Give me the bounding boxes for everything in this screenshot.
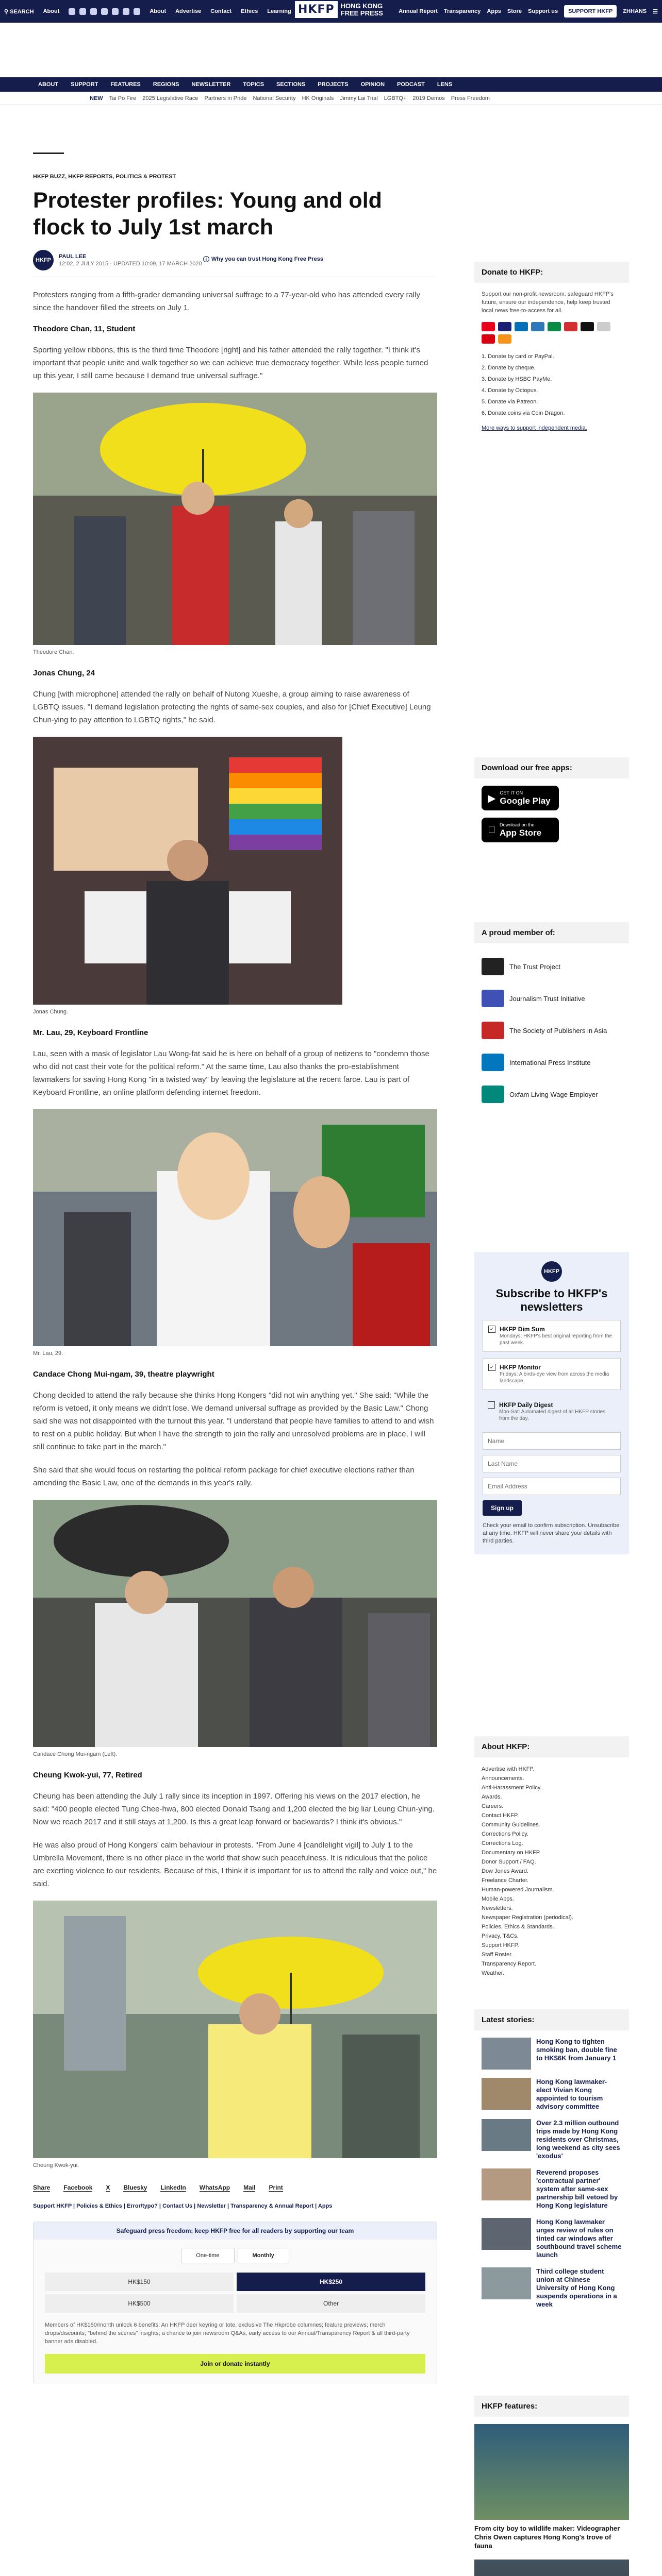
- name-field[interactable]: [483, 1432, 621, 1450]
- donate-option[interactable]: 2. Donate by cheque.: [482, 365, 536, 371]
- hkfp-logo: HKFP: [541, 1261, 562, 1282]
- section-heading: Candace Chong Mui-ngam, 39, theatre playwright: [33, 1370, 214, 1379]
- about-link[interactable]: Community Guidelines.: [482, 1822, 540, 1828]
- story-thumbnail: [482, 2119, 531, 2151]
- language-toggle[interactable]: ZHHANS: [623, 8, 647, 14]
- social-icons: [69, 8, 140, 15]
- nav-projects[interactable]: PROJECTS: [318, 81, 349, 88]
- app-store-button[interactable]: Download on the App Store: [482, 818, 559, 842]
- trending-link[interactable]: HK Originals: [302, 95, 334, 101]
- section-text: Chung [with microphone] attended the rally on behalf of Nutong Xueshe, a group aiming to raise awareness of LGBTQ issues. "I demand legislation protecting the rights of same-sex couples, and also for [Chief Executive] Leung Chun-ying to pay attention to LGBTQ rights," he said.: [33, 690, 431, 724]
- about-link[interactable]: Awards.: [482, 1794, 502, 1800]
- section-heading: Cheung Kwok-yui, 77, Retired: [33, 1771, 142, 1780]
- about-link[interactable]: Documentary on HKFP.: [482, 1850, 541, 1856]
- photo-illustration: [33, 737, 342, 1005]
- photo-caption: Theodore Chan.: [33, 649, 74, 655]
- about-link[interactable]: Donor Support / FAQ.: [482, 1859, 536, 1865]
- feature-thumbnail: [474, 2560, 629, 2576]
- jti-logo: [482, 990, 504, 1007]
- top-link-ethics[interactable]: Ethics: [241, 8, 258, 14]
- feature-story[interactable]: From city boy to wildlife maker: Videographer Chris Owen captures Hong Kong's trove of fauna: [474, 2424, 629, 2550]
- byline: [33, 250, 437, 270]
- paypal-icon: [515, 322, 528, 331]
- newsletter-option-digest[interactable]: HKFP Daily Digest Mon-Sat: Automated digest of all HKFP stories from the day.: [483, 1396, 621, 1427]
- about-link[interactable]: Freelance Charter.: [482, 1877, 529, 1884]
- new-label: NEW: [90, 95, 103, 101]
- share-label: Share: [33, 2184, 51, 2191]
- nav-opinion[interactable]: OPINION: [360, 81, 385, 88]
- story-thumbnail: [482, 2267, 531, 2299]
- about-link[interactable]: Privacy, T&Cs.: [482, 1933, 519, 1939]
- amount-option[interactable]: HK$500: [45, 2294, 234, 2313]
- story-thumbnail: [482, 2038, 531, 2070]
- nav-about[interactable]: ABOUT: [38, 81, 59, 88]
- trending-link[interactable]: Jimmy Lai Trial: [340, 95, 378, 101]
- donate-option[interactable]: 1. Donate by card or PayPal.: [482, 353, 554, 360]
- sopa-logo: [482, 1022, 504, 1039]
- sidebar-donate: [474, 262, 629, 438]
- youtube-icon[interactable]: [112, 8, 119, 15]
- top-link-contact[interactable]: Contact: [210, 8, 232, 14]
- logo-text: HONG KONG FREE PRESS: [340, 2, 383, 17]
- trending-link[interactable]: 2019 Demos: [412, 95, 445, 101]
- applepay-icon: [581, 322, 594, 331]
- feature-story[interactable]: [474, 2560, 629, 2576]
- unionpay-icon: [564, 322, 577, 331]
- trending-link[interactable]: Press Freedom: [451, 95, 490, 101]
- story-thumbnail: [482, 2218, 531, 2250]
- nav-newsletter[interactable]: NEWSLETTER: [191, 81, 231, 88]
- section-text: Chong decided to attend the rally because she thinks Hong Kongers "did not win anything yet." She said: "While the reform is vetoed, it only means we didn't lose. We demand universal suffrage as provided by the Basic Law." Chong said she was not disappointed with the turnout this year. "I understand that people have families to attend to and wish to rest on a public holiday. But when I have the strength to join the rally and unresolved problems are in place, I will still continue to take part in the march.": [33, 1391, 434, 1451]
- nav-features[interactable]: FEATURES: [110, 81, 141, 88]
- author-name[interactable]: PAUL LEE: [59, 253, 87, 260]
- feature-thumbnail: [474, 2424, 629, 2520]
- share-print[interactable]: Print: [269, 2184, 283, 2191]
- photo-cheung-kwok-yui: [33, 1901, 437, 2158]
- join-donate-button[interactable]: Join or donate instantly: [45, 2354, 425, 2374]
- share-linkedin[interactable]: LinkedIn: [160, 2184, 186, 2191]
- section-heading: Theodore Chan, 11, Student: [33, 325, 136, 333]
- amount-option[interactable]: HK$150: [45, 2273, 234, 2291]
- about-link[interactable]: Human-powered Journalism.: [482, 1887, 554, 1893]
- section-text: Lau, seen with a mask of legislator Lau Wong-fat said he is here on behalf of a group of netizens to "condemn those who did not cast their vote for the political reform." At the same time, Lau also thanks the pro-establishment lawmakers for saving Hong Kong "in a twisted way" by leaving the legislature at the recent farce. Lau is part of Keyboard Frontline, an online platform defending internet freedom.: [33, 1049, 429, 1097]
- about-link[interactable]: Announcements.: [482, 1775, 524, 1782]
- support-hkfp-button[interactable]: SUPPORT HKFP: [564, 5, 617, 18]
- publish-date: 12:02, 2 JULY 2015 · UPDATED 10:09, 17 MARCH 2020: [59, 261, 202, 267]
- trust-link[interactable]: i Why you can trust Hong Kong Free Press: [203, 256, 323, 262]
- member-sopa[interactable]: The Society of Publishers in Asia: [482, 1014, 622, 1046]
- about-link[interactable]: Policies, Ethics & Standards.: [482, 1924, 554, 1930]
- x-icon[interactable]: [79, 8, 86, 15]
- one-time-option[interactable]: One-time: [181, 2248, 234, 2263]
- sidebar-features: [474, 2396, 629, 2576]
- photo-illustration: [33, 1901, 437, 2158]
- share-facebook[interactable]: Facebook: [63, 2184, 93, 2191]
- about-link[interactable]: Careers.: [482, 1803, 504, 1809]
- googlepay-icon: [597, 322, 610, 331]
- photo-jonas-chung: [33, 737, 342, 1005]
- article: [33, 134, 437, 2383]
- octopus-icon: [498, 334, 511, 344]
- article-footer-links[interactable]: Support HKFP | Policies & Ethics | Error/typo? | Contact Us | Newsletter | Transparency & Annual Report | Apps: [33, 2203, 333, 2209]
- sidebar-heading: Latest stories:: [474, 2009, 629, 2030]
- more-ways-link[interactable]: More ways to support independent media.: [482, 425, 587, 431]
- checkbox-checked[interactable]: ✓: [488, 1326, 495, 1333]
- member-trust-project[interactable]: The Trust Project: [482, 951, 622, 982]
- trust-project-logo: [482, 958, 504, 975]
- donate-intro[interactable]: Support our non-profit newsroom: safeguard HKFP's future, ensure our independence, help keep trusted local news free-to-access for all.: [482, 291, 614, 314]
- share-bar: [33, 2184, 437, 2192]
- last-name-field[interactable]: [483, 1455, 621, 1472]
- author-avatar[interactable]: HKFP: [33, 250, 54, 270]
- facebook-icon[interactable]: [69, 8, 75, 15]
- jcb-icon: [548, 322, 561, 331]
- site-logo[interactable]: HKFP HONG KONG FREE PRESS: [295, 1, 383, 18]
- sidebar-heading: Donate to HKFP:: [474, 262, 629, 283]
- intro-paragraph: Protesters ranging from a fifth-grader demanding universal suffrage to a 77-year-old who has attended every rally since the handover filled the streets on July 1.: [33, 291, 420, 312]
- top-link-about[interactable]: About: [43, 8, 60, 14]
- top-link-store[interactable]: Store: [507, 8, 522, 14]
- donate-box-heading: Safeguard press freedom; keep HKFP free for all readers by supporting our team: [34, 2222, 437, 2240]
- sidebar-heading: A proud member of:: [474, 922, 629, 943]
- latest-story[interactable]: Hong Kong lawmaker-elect Vivian Kong appointed to tourism advisory committee: [482, 2078, 622, 2111]
- top-bar: [0, 0, 662, 23]
- photo-theodore-chan: [33, 393, 437, 645]
- trending-link[interactable]: LGBTQ+: [384, 95, 407, 101]
- about-link[interactable]: Support HKFP.: [482, 1942, 519, 1948]
- top-link-transparency[interactable]: Transparency: [443, 8, 481, 14]
- member-ipi[interactable]: International Press Institute: [482, 1046, 622, 1078]
- nav-regions[interactable]: REGIONS: [153, 81, 179, 88]
- about-link[interactable]: Newspaper Registration (periodical).: [482, 1914, 573, 1921]
- latest-story[interactable]: Third college student union at Chinese University of Hong Kong suspends operations in a week: [482, 2267, 622, 2309]
- share-bluesky[interactable]: Bluesky: [123, 2184, 147, 2191]
- top-link-about-menu[interactable]: About: [150, 8, 167, 14]
- info-icon: i: [203, 256, 209, 262]
- payment-icons: [482, 322, 622, 344]
- top-link-learning[interactable]: Learning: [267, 8, 291, 14]
- nav-support[interactable]: SUPPORT: [71, 81, 98, 88]
- ipi-logo: [482, 1054, 504, 1071]
- checkbox-checked[interactable]: ✓: [488, 1364, 495, 1371]
- top-link-advertise[interactable]: Advertise: [175, 8, 202, 14]
- amex-icon: [531, 322, 544, 331]
- sidebar-apps: [474, 757, 629, 850]
- section-text: He was also proud of Hong Kongers' calm behaviour in protests. "From June 4 [candlelight vigil] to July 1 to the Umbrella Movement, there is no other place in the world that show such peacefulness. It is ridiculous that the police are exerting violence to our residents. Because of this, I think it is important for us to attend the rally and voice out," he said.: [33, 1841, 437, 1888]
- google-play-icon: ▶: [488, 792, 496, 804]
- trending-link[interactable]: National Security: [253, 95, 296, 101]
- newsletter-option-monitor[interactable]: ✓ HKFP Monitor Fridays: A birds-eye view from across the media landscape.: [483, 1358, 621, 1390]
- amount-option-other[interactable]: Other: [237, 2294, 425, 2313]
- section-text: She said that she would focus on restarting the political reform package for chief executive elections rather than amending the Basic Law, one of the demands in this year's rally.: [33, 1466, 415, 1487]
- about-link[interactable]: Contact HKFP.: [482, 1812, 519, 1819]
- about-links: [482, 1765, 622, 1978]
- story-thumbnail: [482, 2078, 531, 2110]
- member-jti[interactable]: Journalism Trust Initiative: [482, 982, 622, 1014]
- latest-story[interactable]: Reverend proposes 'contractual partner' system after same-sex partnership bill vetoed by Hong Kong legislature: [482, 2168, 622, 2210]
- payme-icon: [482, 334, 495, 344]
- oxfam-logo: [482, 1086, 504, 1103]
- section-text: Sporting yellow ribbons, this is the third time Theodore [right] and his father attended the rally together. "I think it's important that people unite and walk together so we can achieve true democracy together. While less people turned up this year, I still came because I demand true universal suffrage.": [33, 346, 428, 380]
- frequency-toggle: [34, 2248, 437, 2263]
- rss-icon[interactable]: [134, 8, 140, 15]
- newsletter-note: Check your email to confirm subscription. Unsubscribe at any time. HKFP will never share your details with third parties.: [483, 1522, 620, 1544]
- donate-option[interactable]: 4. Donate by Octopus.: [482, 387, 538, 394]
- trending-bar: [0, 92, 662, 105]
- section-text: Cheung has been attending the July 1 rally since its inception in 1997. Offering his views on the 2017 election, he said: "400 people elected Tung Chee-hwa, 800 elected Donald Tsang and 1,200 elected the big liar Leung Chun-ying. Now we reach 2017 and it still stays at 1,200. Is this a great leap forward or backwards? I think it's obvious.": [33, 1792, 435, 1826]
- about-link[interactable]: Dow Jones Award.: [482, 1868, 528, 1874]
- about-link[interactable]: Weather.: [482, 1970, 504, 1976]
- monthly-option[interactable]: Monthly: [238, 2248, 289, 2263]
- photo-mr-lau: [33, 1109, 437, 1346]
- about-link[interactable]: Advertise with HKFP.: [482, 1766, 535, 1772]
- member-benefits-note: Members of HK$150/month unlock 6 benefits: An HKFP deer keyring or tote, exclusive The Hkprobe columnes; feature previews; merch drops/discounts; "behind the scenes" insights; a chance to join newsroom Q&As, early access to our Annual/Transparency Report & all third-party banner ads disabled.: [45, 2322, 410, 2345]
- nav-lens[interactable]: LENS: [437, 81, 453, 88]
- photo-caption: Cheung Kwok-yui.: [33, 2162, 79, 2168]
- instagram-icon[interactable]: [90, 8, 97, 15]
- donate-option[interactable]: 5. Donate via Patreon.: [482, 399, 538, 405]
- newsletter-option-dimsum[interactable]: ✓ HKFP Dim Sum Mondays: HKFP's best original reporting from the past week.: [483, 1320, 621, 1352]
- latest-story[interactable]: Over 2.3 million outbound trips made by Hong Kong residents over Christmas, long weekend as city sees 'exodus': [482, 2119, 622, 2160]
- threads-icon[interactable]: [101, 8, 108, 15]
- photo-illustration: [33, 1109, 437, 1346]
- trending-link[interactable]: 2025 Legislative Race: [142, 95, 198, 101]
- email-field[interactable]: [483, 1478, 621, 1495]
- nav-podcast[interactable]: PODCAST: [397, 81, 425, 88]
- donate-options: [482, 351, 622, 419]
- trending-link[interactable]: Tai Po Fire: [109, 95, 137, 101]
- amount-option-selected[interactable]: HK$250: [237, 2273, 425, 2291]
- about-link[interactable]: Anti-Harassment Policy.: [482, 1785, 542, 1791]
- article-categories[interactable]: HKFP BUZZ, HKFP REPORTS, POLITICS & PROTEST: [33, 174, 176, 180]
- photo-caption: Jonas Chung.: [33, 1009, 68, 1015]
- divider: [33, 152, 64, 154]
- about-link[interactable]: Mobile Apps.: [482, 1896, 514, 1902]
- google-play-button[interactable]: ▶ GET IT ON Google Play: [482, 786, 559, 810]
- top-link-annual-report[interactable]: Annual Report: [399, 8, 438, 14]
- section-heading: Mr. Lau, 29, Keyboard Frontline: [33, 1028, 148, 1037]
- latest-story[interactable]: Hong Kong to tighten smoking ban, double fine to HK$6K from January 1: [482, 2038, 622, 2070]
- sidebar-heading: Download our free apps:: [474, 757, 629, 778]
- nav-topics[interactable]: TOPICS: [243, 81, 264, 88]
- trending-link[interactable]: Partners in Pride: [204, 95, 247, 101]
- share-x[interactable]: X: [106, 2184, 110, 2191]
- about-link[interactable]: Corrections Log.: [482, 1840, 523, 1846]
- story-thumbnail: [482, 2168, 531, 2200]
- checkbox[interactable]: [488, 1401, 495, 1409]
- amount-grid: [45, 2273, 425, 2313]
- sign-up-button[interactable]: Sign up: [483, 1500, 522, 1516]
- photo-caption: Candace Chong Mui-ngam (Left).: [33, 1751, 118, 1757]
- about-link[interactable]: Transparency Report.: [482, 1961, 536, 1967]
- about-link[interactable]: Staff Roster.: [482, 1952, 513, 1958]
- member-oxfam[interactable]: Oxfam Living Wage Employer: [482, 1078, 622, 1110]
- about-link[interactable]: Newsletters.: [482, 1905, 513, 1911]
- sidebar-heading: About HKFP:: [474, 1736, 629, 1757]
- search-button[interactable]: ⚲ SEARCH: [4, 8, 34, 15]
- sidebar-about: [474, 1736, 629, 1985]
- share-mail[interactable]: Mail: [243, 2184, 256, 2191]
- sidebar-latest: [474, 2009, 629, 2324]
- photo-illustration: [33, 1500, 437, 1747]
- telegram-icon[interactable]: [123, 8, 129, 15]
- photo-candace-chong: [33, 1500, 437, 1747]
- donate-box: [33, 2222, 437, 2383]
- visa-icon: [498, 322, 511, 331]
- mastercard-icon: [482, 322, 495, 331]
- nav-sections[interactable]: SECTIONS: [276, 81, 306, 88]
- latest-story[interactable]: Hong Kong lawmaker urges review of rules on tinted car windows after southbound travel scheme launch: [482, 2218, 622, 2259]
- top-link-support[interactable]: Support us: [528, 8, 558, 14]
- apple-icon: [488, 824, 495, 836]
- photo-caption: Mr. Lau, 29.: [33, 1350, 63, 1357]
- main-nav: [0, 77, 662, 92]
- newsletter-title: Subscribe to HKFP's newsletters: [495, 1287, 608, 1313]
- article-title: Protester profiles: Young and old flock to July 1st march: [33, 188, 382, 240]
- donate-option[interactable]: 3. Donate by HSBC PayMe.: [482, 376, 552, 382]
- sidebar-membership: [474, 922, 629, 1117]
- search-icon: ⚲: [4, 8, 9, 15]
- section-heading: Jonas Chung, 24: [33, 669, 95, 677]
- top-link-apps[interactable]: Apps: [487, 8, 501, 14]
- about-link[interactable]: Corrections Policy.: [482, 1831, 528, 1837]
- photo-illustration: [33, 393, 437, 645]
- donate-option[interactable]: 6. Donate coins via Coin Dragon.: [482, 410, 565, 416]
- share-whatsapp[interactable]: WhatsApp: [199, 2184, 230, 2191]
- newsletter-signup: [474, 1252, 629, 1554]
- sidebar-heading: HKFP features:: [474, 2396, 629, 2417]
- menu-icon[interactable]: ☰: [653, 8, 658, 15]
